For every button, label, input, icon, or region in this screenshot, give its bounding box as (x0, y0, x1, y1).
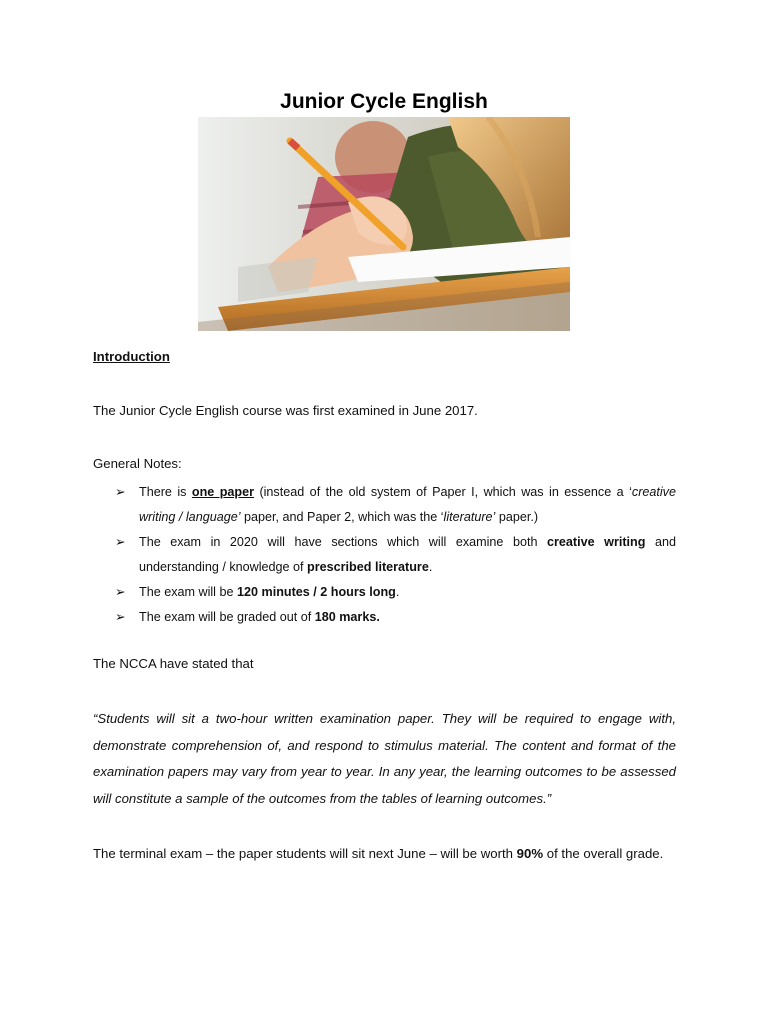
emphasis: prescribed literature (307, 560, 429, 574)
list-item: ➢ There is one paper (instead of the old system of Paper I, which was in essence a ‘creative writing / language’ paper, and Paper 2, which was the ‘literature’ paper.) (93, 480, 676, 530)
list-item: ➢ The exam will be 120 minutes / 2 hours long. (93, 580, 676, 605)
arrow-bullet-icon: ➢ (115, 610, 126, 624)
emphasis: 120 minutes / 2 hours long (237, 585, 396, 599)
general-notes-heading: General Notes: (93, 456, 182, 471)
arrow-bullet-icon: ➢ (115, 485, 126, 499)
emphasis: 90% (516, 846, 544, 861)
general-notes-list (93, 480, 676, 630)
arrow-bullet-icon: ➢ (115, 585, 126, 599)
terminal-exam-paragraph: The terminal exam – the paper students will sit next June – will be worth 90% of the overall grade. (93, 846, 664, 861)
emphasis: 180 marks. (314, 610, 380, 624)
list-item: ➢ The exam will be graded out of 180 marks. (93, 605, 676, 630)
ncca-intro: The NCCA have stated that (93, 656, 254, 671)
list-item: ➢ The exam in 2020 will have sections which will examine both creative writing and understanding / knowledge of prescribed literature. (93, 530, 676, 580)
emphasis: one paper (191, 485, 254, 499)
arrow-bullet-icon: ➢ (115, 535, 126, 549)
introduction-paragraph: The Junior Cycle English course was first examined in June 2017. (93, 403, 478, 418)
ncca-quote: “Students will sit a two-hour written examination paper. They will be required to engage with, demonstrate comprehension of, and respond to stimulus material. The content and format of the examination papers may vary from year to year. In any year, the learning outcomes to be assessed will constitute a sample of the outcomes from the tables of learning outcomes.” (93, 711, 676, 806)
student-writing-exam-photo (198, 117, 570, 331)
introduction-heading: Introduction (93, 349, 170, 364)
emphasis: creative writing (547, 535, 646, 549)
page-title: Junior Cycle English (280, 90, 488, 113)
